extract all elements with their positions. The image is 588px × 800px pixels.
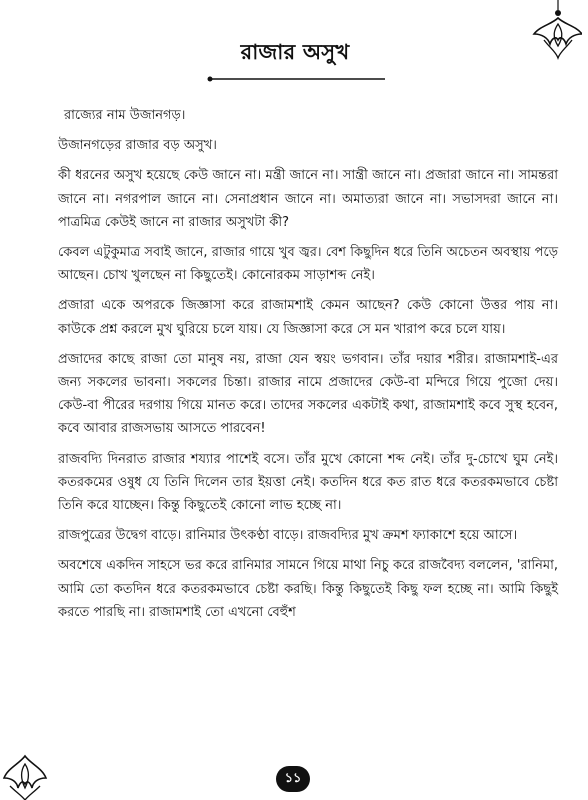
paragraph-7: রাজবদ্যি দিনরাত রাজার শয্যার পাশেই বসে। তাঁর মুখে কোনো শব্দ নেই। তাঁর দু-চোখে ঘুম নেই। কতরকমের ওষুধ যে তিনি দিলেন তার ইয়ত্তা নেই। কতদিন ধরে কত রাত ধরে কতরকমভাবে চেষ্টা তিনি করে যাচ্ছেন। কিন্তু কিছুতেই কোনো লাভ হচ্ছে না।	[58, 451, 558, 514]
paragraph-6: প্রজাদের কাছে রাজা তো মানুষ নয়, রাজা যেন স্বয়ং ভগবান। তাঁর দয়ার শরীর। রাজামশাই-এর জন্য সকলের ভাবনা। সকলের চিন্তা। রাজার নামে প্রজাদের কেউ-বা মন্দিরে গিয়ে পুজো দেয়। কেউ-বা পীরের দরগায় গিয়ে মানত করে। তাদের সকলের একটাই কথা, রাজামশাই কবে সুস্থ হবেন, কবে আবার রাজসভায় আসতে পারবেন!	[58, 351, 558, 437]
paragraph-9: অবশেষে একদিন সাহসে ভর করে রানিমার সামনে গিয়ে মাথা নিচু করে রাজবৈদ্য বললেন, 'রানিমা, আমি তো কতদিন ধরে কতরকমভাবে চেষ্টা করছি। কিন্তু কিছুতেই কিছু ফল হচ্ছে না। আমি কিছুই করতে পারছি না। রাজামশাই তো এখনো বেহুঁশ	[58, 558, 558, 620]
paragraph-1: রাজ্যের নাম উজানগড়।	[64, 108, 186, 123]
paragraph-3: কী ধরনের অসুখ হয়েছে কেউ জানে না। মন্ত্রী জানে না। সান্ত্রী জানে না। প্রজারা জানে না। সামন্তরা জানে না। নগরপাল জানে না। সেনাপ্রধান জানে না। অমাত্যরা জানে না। সভাসদরা জানে না। পাত্রমিত্র কেউই জানে না রাজার অসুখটা কী?	[58, 168, 558, 230]
paragraph-4: কেবল এটুকুমাত্র সবাই জানে, রাজার গায়ে খুব জ্বর। বেশ কিছুদিন ধরে তিনি অচেতন অবস্থায় পড়ে আছেন। চোখ খুলছেন না কিছুতেই। কোনোরকম সাড়াশব্দ নেই।	[58, 245, 558, 284]
paragraph-8: রাজপুত্রের উদ্বেগ বাড়ে। রানিমার উৎকণ্ঠা বাড়ে। রাজবদ্যির মুখ ক্রমশ ফ্যাকাশে হয়ে আসে।	[58, 528, 518, 544]
paragraph-5: প্রজারা একে অপরকে জিজ্ঞাসা করে রাজামশাই কেমন আছেন? কেউ কোনো উত্তর পায় না। কাউকে প্রশ্ন করলে মুখ ঘুরিয়ে চলে যায়। যে জিজ্ঞাসা করে সে মন খারাপ করে চলে যায়।	[58, 298, 558, 337]
page-number-badge: ১১	[276, 766, 310, 792]
floral-ornament-top-right	[530, 0, 582, 62]
story-text	[58, 104, 558, 631]
paragraph-2: উজানগড়ের রাজার বড় অসুখ।	[58, 138, 217, 154]
title-block	[190, 38, 400, 66]
floral-ornament-bottom-left	[2, 750, 48, 800]
page-title: রাজার অসুখ	[240, 40, 350, 64]
title-underline-ornament	[207, 76, 385, 82]
